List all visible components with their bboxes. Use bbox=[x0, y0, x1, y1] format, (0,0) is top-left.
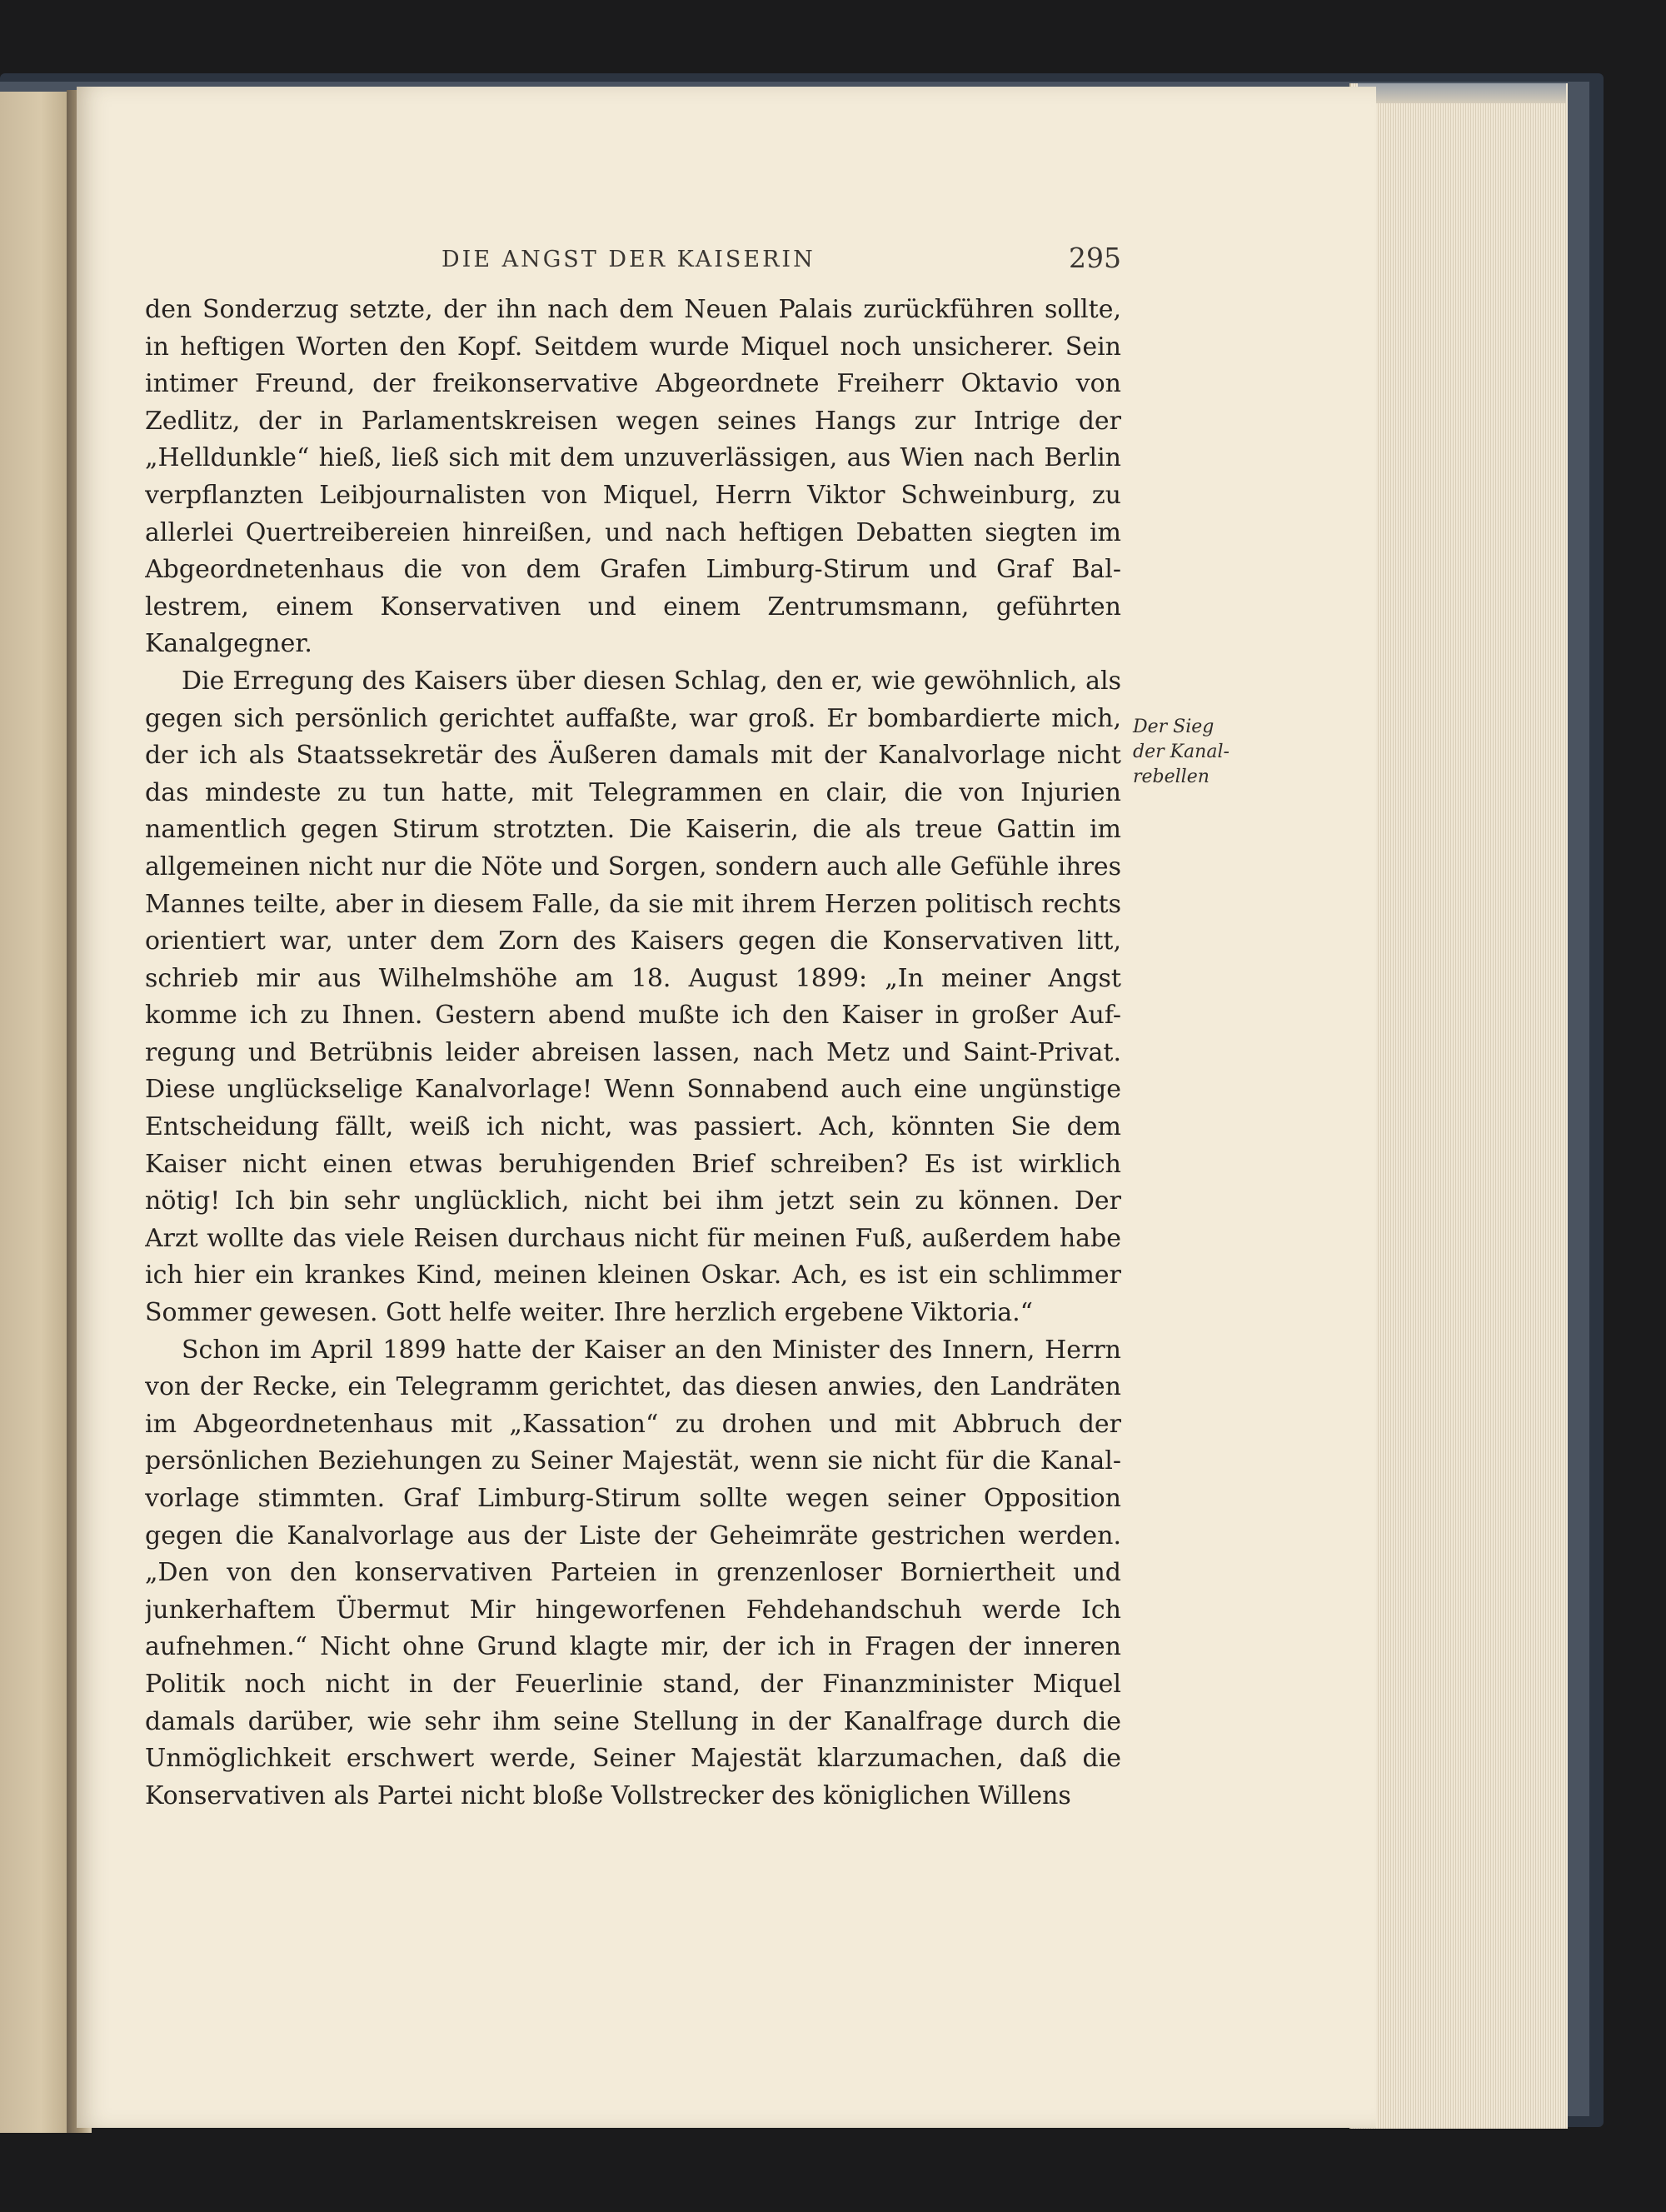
page-edges-stack bbox=[1349, 83, 1568, 2129]
text-line: Diese unglückselige Kanalvorlage! Wenn Sonnabend auch eine ungünstige bbox=[145, 1075, 1121, 1105]
text-line: verpflanzten Leibjournalisten von Miquel, Herrn Viktor Schweinburg, zu bbox=[145, 480, 1121, 510]
text-line: den Sonderzug setzte, der ihn nach dem Neuen Palais zurückführen sollte, bbox=[145, 295, 1121, 324]
running-header: DIE ANGST DER KAISERIN bbox=[441, 247, 816, 272]
text-line: aufnehmen.“ Nicht ohne Grund klagte mir, der ich in Fragen der inneren bbox=[145, 1632, 1121, 1662]
text-line: lestrem, einem Konservativen und einem Zentrumsmann, geführten bbox=[145, 592, 1121, 622]
text-line: allgemeinen nicht nur die Nöte und Sorgen, sondern auch alle Gefühle ihres bbox=[145, 851, 1121, 881]
text-line: persönlichen Beziehungen zu Seiner Majestät, wenn sie nicht für die Kanal- bbox=[145, 1446, 1121, 1476]
text-line: „Den von den konservativen Parteien in grenzenloser Borniertheit und bbox=[145, 1558, 1121, 1588]
paragraph bbox=[145, 292, 1121, 663]
text-line: Unmöglichkeit erschwert werde, Seiner Majestät klarzumachen, daß die bbox=[145, 1744, 1121, 1774]
text-line: gegen die Kanalvorlage aus der Liste der Geheimräte gestrichen werden. bbox=[145, 1520, 1121, 1550]
text-line: schrieb mir aus Wilhelmshöhe am 18. August 1899: „In meiner Angst bbox=[145, 963, 1121, 993]
text-line: Arzt wollte das viele Reisen durchaus nicht für meinen Fuß, außerdem habe bbox=[145, 1223, 1121, 1253]
text-line: der ich als Staatssekretär des Äußeren damals mit der Kanalvorlage nicht bbox=[145, 741, 1121, 771]
text-line: Entscheidung fällt, weiß ich nicht, was passiert. Ach, könnten Sie dem bbox=[145, 1112, 1121, 1142]
text-line: Kanalgegner. bbox=[145, 629, 312, 659]
facing-page-edge bbox=[0, 92, 75, 2133]
margin-note bbox=[1133, 715, 1266, 790]
margin-note-line: der Kanal- bbox=[1133, 741, 1230, 762]
text-line: Politik noch nicht in der Feuerlinie stand, der Finanzminister Miquel bbox=[145, 1669, 1121, 1699]
text-line: Die Erregung des Kaisers über diesen Schlag, den er, wie gewöhnlich, als bbox=[182, 666, 1121, 696]
text-line: Sommer gewesen. Gott helfe weiter. Ihre herzlich ergebene Viktoria.“ bbox=[145, 1298, 1033, 1328]
text-line: Zedlitz, der in Parlamentskreisen wegen seines Hangs zur Intrige der bbox=[145, 406, 1121, 436]
text-line: Kaiser nicht einen etwas beruhigenden Brief schreiben? Es ist wirklich bbox=[145, 1149, 1121, 1179]
text-line: in heftigen Worten den Kopf. Seitdem wurde Miquel noch unsicherer. Sein bbox=[145, 332, 1121, 362]
text-line: allerlei Quertreibereien hinreißen, und nach heftigen Debatten siegten im bbox=[145, 517, 1121, 547]
text-line: ich hier ein krankes Kind, meinen kleinen Oskar. Ach, es ist ein schlimmer bbox=[145, 1261, 1121, 1291]
text-line: Konservativen als Partei nicht bloße Vollstrecker des königlichen Willens bbox=[145, 1780, 1071, 1810]
text-line: von der Recke, ein Telegramm gerichtet, das diesen anwies, den Landräten bbox=[145, 1372, 1121, 1402]
text-line: vorlage stimmten. Graf Limburg-Stirum sollte wegen seiner Opposition bbox=[145, 1484, 1121, 1513]
text-line: „Helldunkle“ hieß, ließ sich mit dem unzuverlässigen, aus Wien nach Berlin bbox=[145, 443, 1121, 473]
text-line: Mannes teilte, aber in diesem Falle, da sie mit ihrem Herzen politisch rechts bbox=[145, 889, 1121, 919]
text-line: nötig! Ich bin sehr unglücklich, nicht bei ihm jetzt sein zu können. Der bbox=[145, 1186, 1121, 1216]
text-line: damals darüber, wie sehr ihm seine Stellung in der Kanalfrage durch die bbox=[145, 1706, 1121, 1736]
text-line: Schon im April 1899 hatte der Kaiser an den Minister des Innern, Herrn bbox=[182, 1335, 1121, 1365]
text-line: regung und Betrübnis leider abreisen lassen, nach Metz und Saint-Privat. bbox=[145, 1037, 1121, 1067]
margin-note-line: Der Sieg bbox=[1133, 717, 1215, 737]
page-number: 295 bbox=[1069, 242, 1121, 274]
text-line: junkerhaftem Übermut Mir hingeworfenen Fehdehandschuh werde Ich bbox=[145, 1595, 1121, 1625]
text-line: im Abgeordnetenhaus mit „Kassation“ zu drohen und mit Abbruch der bbox=[145, 1409, 1121, 1439]
text-line: orientiert war, unter dem Zorn des Kaisers gegen die Konservativen litt, bbox=[145, 926, 1121, 956]
text-line: das mindeste zu tun hatte, mit Telegrammen en clair, die von Injurien bbox=[145, 777, 1121, 807]
margin-note-line: rebellen bbox=[1133, 766, 1210, 787]
body-text bbox=[145, 292, 1121, 1815]
text-line: gegen sich persönlich gerichtet auffaßte, war groß. Er bombardierte mich, bbox=[145, 703, 1121, 733]
text-line: komme ich zu Ihnen. Gestern abend mußte ich den Kaiser in großer Auf- bbox=[145, 1001, 1121, 1031]
text-line: Abgeordnetenhaus die von dem Grafen Limburg-Stirum und Graf Bal- bbox=[145, 555, 1121, 585]
text-line: namentlich gegen Stirum strotzten. Die Kaiserin, die als treue Gattin im bbox=[145, 815, 1121, 845]
text-line: intimer Freund, der freikonservative Abgeordnete Freiherr Oktavio von bbox=[145, 369, 1121, 399]
paragraph bbox=[145, 663, 1121, 1332]
paragraph bbox=[145, 1332, 1121, 1815]
page-edges-top bbox=[1358, 83, 1566, 103]
